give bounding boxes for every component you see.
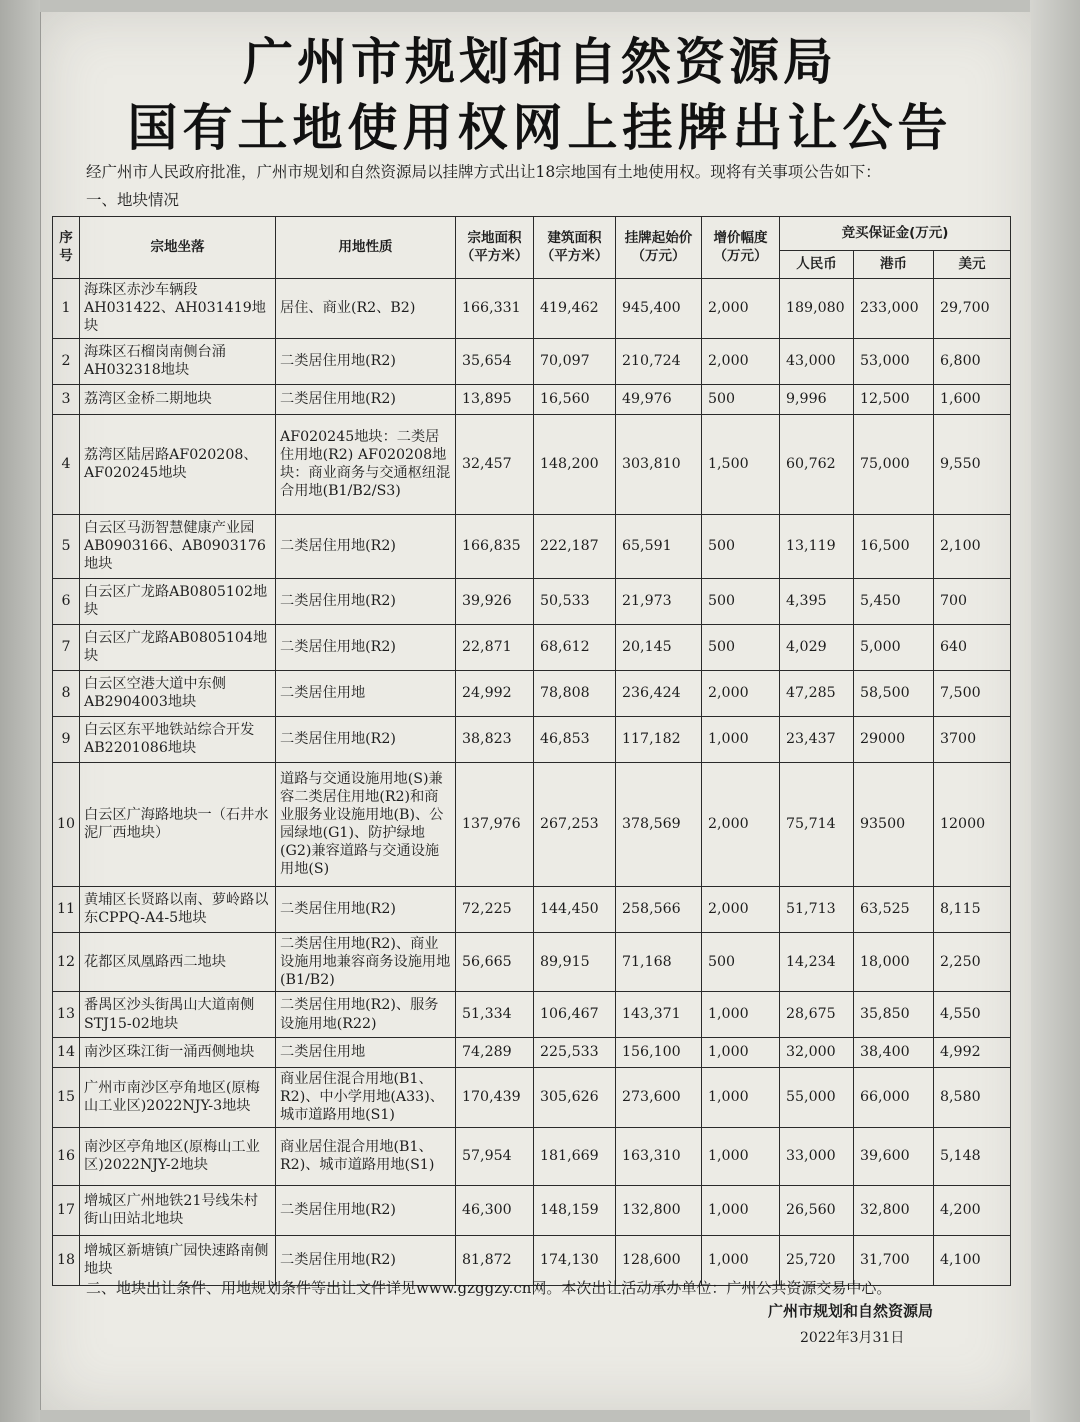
row-deposit-rmb: 4,029 [780, 624, 854, 670]
row-usage: 居住、商业(R2、B2) [276, 279, 456, 339]
row-deposit-hkd: 16,500 [854, 514, 934, 578]
row-seq: 4 [53, 414, 80, 514]
row-seq: 6 [53, 578, 80, 624]
issue-date: 2022年3月31日 [800, 1330, 905, 1346]
row-location: 海珠区石榴岗南侧台涌AH032318地块 [80, 338, 276, 384]
announcement-title-line2: 国有土地使用权网上挂牌出让公告 [127, 99, 953, 157]
row-deposit-hkd: 5,000 [854, 624, 934, 670]
row-deposit-rmb: 75,714 [780, 762, 854, 886]
row-deposit-hkd: 66,000 [854, 1068, 934, 1128]
row-usage: 二类居住用地 [276, 670, 456, 716]
row-deposit-usd: 9,550 [934, 414, 1011, 514]
row-deposit-usd: 4,100 [934, 1235, 1011, 1285]
row-location: 黄埔区长贤路以南、萝岭路以东CPPQ-A4-5地块 [80, 886, 276, 932]
row-usage: 二类居住用地(R2)、服务设施用地(R22) [276, 992, 456, 1038]
row-deposit-hkd: 29000 [854, 716, 934, 762]
row-start-price: 258,566 [616, 886, 702, 932]
row-location: 南沙区珠江街一涌西侧地块 [80, 1038, 276, 1068]
row-deposit-hkd: 12,500 [854, 384, 934, 414]
row-location: 荔湾区陆居路AF020208、AF020245地块 [80, 414, 276, 514]
row-seq: 5 [53, 514, 80, 578]
row-usage: 二类居住用地(R2) [276, 514, 456, 578]
row-location: 白云区马沥智慧健康产业园AB0903166、AB0903176地块 [80, 514, 276, 578]
row-seq: 1 [53, 279, 80, 339]
row-location: 白云区广海路地块一（石井水泥厂西地块） [80, 762, 276, 886]
row-deposit-usd: 8,580 [934, 1068, 1011, 1128]
row-deposit-rmb: 9,996 [780, 384, 854, 414]
row-location: 荔湾区金桥二期地块 [80, 384, 276, 414]
row-seq: 17 [53, 1185, 80, 1235]
row-start-price: 945,400 [616, 279, 702, 339]
row-deposit-rmb: 189,080 [780, 279, 854, 339]
row-increment: 2,000 [702, 338, 780, 384]
table-row [53, 338, 1011, 384]
row-deposit-hkd: 93500 [854, 762, 934, 886]
row-deposit-hkd: 31,700 [854, 1235, 934, 1285]
row-seq: 10 [53, 762, 80, 886]
row-seq: 7 [53, 624, 80, 670]
row-usage: 二类居住用地(R2) [276, 716, 456, 762]
row-increment: 1,000 [702, 1127, 780, 1185]
row-build-area: 174,130 [534, 1235, 616, 1285]
row-location: 广州市南沙区亭角地区(原梅山工业区)2022NJY-3地块 [80, 1068, 276, 1128]
row-usage: 二类居住用地 [276, 1038, 456, 1068]
row-deposit-rmb: 26,560 [780, 1185, 854, 1235]
table-row [53, 514, 1011, 578]
row-seq: 12 [53, 932, 80, 992]
row-location: 增城区广州地铁21号线朱村街山田站北地块 [80, 1185, 276, 1235]
row-start-price: 132,800 [616, 1185, 702, 1235]
row-increment: 500 [702, 932, 780, 992]
header-hkd: 港币 [854, 251, 934, 279]
row-deposit-rmb: 14,234 [780, 932, 854, 992]
row-build-area: 68,612 [534, 624, 616, 670]
row-deposit-usd: 3700 [934, 716, 1011, 762]
row-seq: 11 [53, 886, 80, 932]
row-land-area: 166,835 [456, 514, 534, 578]
row-land-area: 74,289 [456, 1038, 534, 1068]
row-build-area: 419,462 [534, 279, 616, 339]
row-deposit-usd: 4,550 [934, 992, 1011, 1038]
section-heading-plots: 一、地块情况 [86, 191, 180, 209]
row-land-area: 51,334 [456, 992, 534, 1038]
row-start-price: 117,182 [616, 716, 702, 762]
row-start-price: 49,976 [616, 384, 702, 414]
row-increment: 1,000 [702, 992, 780, 1038]
row-seq: 14 [53, 1038, 80, 1068]
row-start-price: 21,973 [616, 578, 702, 624]
row-start-price: 143,371 [616, 992, 702, 1038]
row-location: 白云区东平地铁站综合开发AB2201086地块 [80, 716, 276, 762]
row-start-price: 65,591 [616, 514, 702, 578]
row-start-price: 20,145 [616, 624, 702, 670]
row-usage: 商业居住混合用地(B1、R2)、中小学用地(A33)、城市道路用地(S1) [276, 1068, 456, 1128]
row-location: 白云区广龙路AB0805102地块 [80, 578, 276, 624]
table-row [53, 992, 1011, 1038]
row-start-price: 156,100 [616, 1038, 702, 1068]
table-row [53, 384, 1011, 414]
row-build-area: 222,187 [534, 514, 616, 578]
row-land-area: 56,665 [456, 932, 534, 992]
table-row [53, 716, 1011, 762]
row-deposit-rmb: 51,713 [780, 886, 854, 932]
row-increment: 1,000 [702, 1038, 780, 1068]
row-land-area: 13,895 [456, 384, 534, 414]
row-usage: 二类居住用地(R2) [276, 384, 456, 414]
row-deposit-hkd: 233,000 [854, 279, 934, 339]
row-seq: 13 [53, 992, 80, 1038]
row-deposit-usd: 2,100 [934, 514, 1011, 578]
row-deposit-hkd: 58,500 [854, 670, 934, 716]
row-deposit-usd: 7,500 [934, 670, 1011, 716]
row-deposit-hkd: 63,525 [854, 886, 934, 932]
row-deposit-rmb: 28,675 [780, 992, 854, 1038]
intro-paragraph: 经广州市人民政府批准，广州市规划和自然资源局以挂牌方式出让18宗地国有土地使用权。现将有关事项公告如下： [86, 163, 881, 181]
table-row [53, 1127, 1011, 1185]
row-build-area: 78,808 [534, 670, 616, 716]
row-build-area: 267,253 [534, 762, 616, 886]
row-land-area: 24,992 [456, 670, 534, 716]
row-deposit-usd: 8,115 [934, 886, 1011, 932]
row-build-area: 16,560 [534, 384, 616, 414]
row-deposit-hkd: 75,000 [854, 414, 934, 514]
row-build-area: 225,533 [534, 1038, 616, 1068]
table-row [53, 1185, 1011, 1235]
header-usd: 美元 [934, 251, 1011, 279]
land-plots-table [52, 216, 1011, 1286]
row-start-price: 128,600 [616, 1235, 702, 1285]
row-land-area: 170,439 [456, 1068, 534, 1128]
table-row [53, 762, 1011, 886]
row-increment: 500 [702, 514, 780, 578]
row-build-area: 148,159 [534, 1185, 616, 1235]
row-usage: AF020245地块：二类居住用地(R2) AF020208地块：商业商务与交通枢纽混合用地(B1/B2/S3) [276, 414, 456, 514]
row-location: 南沙区亭角地区(原梅山工业区)2022NJY-2地块 [80, 1127, 276, 1185]
row-seq: 8 [53, 670, 80, 716]
row-start-price: 163,310 [616, 1127, 702, 1185]
header-start-price: 挂牌起始价（万元） [616, 217, 702, 279]
row-increment: 500 [702, 578, 780, 624]
header-land-area: 宗地面积（平方米） [456, 217, 534, 279]
row-build-area: 305,626 [534, 1068, 616, 1128]
row-deposit-rmb: 60,762 [780, 414, 854, 514]
header-rmb: 人民币 [780, 251, 854, 279]
row-usage: 二类居住用地(R2) [276, 1235, 456, 1285]
table-row [53, 886, 1011, 932]
row-increment: 1,000 [702, 1185, 780, 1235]
row-location: 白云区广龙路AB0805104地块 [80, 624, 276, 670]
row-land-area: 166,331 [456, 279, 534, 339]
row-land-area: 81,872 [456, 1235, 534, 1285]
row-deposit-usd: 640 [934, 624, 1011, 670]
row-deposit-usd: 1,600 [934, 384, 1011, 414]
row-seq: 2 [53, 338, 80, 384]
row-deposit-rmb: 55,000 [780, 1068, 854, 1128]
row-land-area: 39,926 [456, 578, 534, 624]
row-deposit-hkd: 53,000 [854, 338, 934, 384]
row-start-price: 303,810 [616, 414, 702, 514]
table-row [53, 1038, 1011, 1068]
row-build-area: 106,467 [534, 992, 616, 1038]
row-increment: 2,000 [702, 886, 780, 932]
row-start-price: 273,600 [616, 1068, 702, 1128]
row-seq: 9 [53, 716, 80, 762]
row-increment: 1,500 [702, 414, 780, 514]
page-edge-right [1030, 0, 1080, 1422]
row-location: 增城区新塘镇广园快速路南侧地块 [80, 1235, 276, 1285]
row-increment: 500 [702, 384, 780, 414]
row-deposit-hkd: 5,450 [854, 578, 934, 624]
row-deposit-usd: 4,992 [934, 1038, 1011, 1068]
row-deposit-rmb: 13,119 [780, 514, 854, 578]
row-seq: 3 [53, 384, 80, 414]
row-increment: 2,000 [702, 762, 780, 886]
table-row [53, 670, 1011, 716]
row-seq: 18 [53, 1235, 80, 1285]
row-usage: 二类居住用地(R2) [276, 624, 456, 670]
row-deposit-hkd: 18,000 [854, 932, 934, 992]
row-land-area: 46,300 [456, 1185, 534, 1235]
row-usage: 二类居住用地(R2) [276, 1185, 456, 1235]
header-build-area: 建筑面积（平方米） [534, 217, 616, 279]
issuer-signature: 广州市规划和自然资源局 [768, 1302, 934, 1320]
row-deposit-rmb: 43,000 [780, 338, 854, 384]
row-increment: 1,000 [702, 1068, 780, 1128]
table-row [53, 624, 1011, 670]
row-build-area: 89,915 [534, 932, 616, 992]
row-location: 海珠区赤沙车辆段AH031422、AH031419地块 [80, 279, 276, 339]
section-two-note: 二、地块出让条件、用地规划条件等出让文件详见www.gzggzy.cn网。本次出让活动承办单位：广州公共资源交易中心。 [86, 1279, 892, 1297]
row-usage: 二类居住用地(R2) [276, 578, 456, 624]
row-build-area: 46,853 [534, 716, 616, 762]
row-usage: 二类居住用地(R2) [276, 338, 456, 384]
row-usage: 二类居住用地(R2) [276, 886, 456, 932]
page-edge-left [0, 0, 40, 1422]
row-location: 花都区凤凰路西二地块 [80, 932, 276, 992]
row-increment: 2,000 [702, 279, 780, 339]
row-start-price: 236,424 [616, 670, 702, 716]
row-seq: 16 [53, 1127, 80, 1185]
row-usage: 商业居住混合用地(B1、R2)、城市道路用地(S1) [276, 1127, 456, 1185]
row-seq: 15 [53, 1068, 80, 1128]
row-deposit-usd: 4,200 [934, 1185, 1011, 1235]
row-land-area: 38,823 [456, 716, 534, 762]
header-deposit: 竞买保证金(万元) [780, 217, 1011, 251]
row-deposit-usd: 6,800 [934, 338, 1011, 384]
row-increment: 2,000 [702, 670, 780, 716]
row-start-price: 378,569 [616, 762, 702, 886]
row-increment: 500 [702, 624, 780, 670]
row-deposit-rmb: 4,395 [780, 578, 854, 624]
row-build-area: 181,669 [534, 1127, 616, 1185]
row-deposit-usd: 12000 [934, 762, 1011, 886]
row-location: 白云区空港大道中东侧AB2904003地块 [80, 670, 276, 716]
row-land-area: 22,871 [456, 624, 534, 670]
row-build-area: 144,450 [534, 886, 616, 932]
row-deposit-rmb: 23,437 [780, 716, 854, 762]
row-land-area: 137,976 [456, 762, 534, 886]
row-start-price: 71,168 [616, 932, 702, 992]
row-deposit-rmb: 32,000 [780, 1038, 854, 1068]
row-increment: 1,000 [702, 1235, 780, 1285]
row-deposit-hkd: 32,800 [854, 1185, 934, 1235]
row-deposit-rmb: 33,000 [780, 1127, 854, 1185]
row-deposit-hkd: 39,600 [854, 1127, 934, 1185]
row-usage: 道路与交通设施用地(S)兼容二类居住用地(R2)和商业服务业设施用地(B)、公园绿地(G1)、防护绿地(G2)兼容道路与交通设施用地(S) [276, 762, 456, 886]
row-deposit-hkd: 38,400 [854, 1038, 934, 1068]
row-build-area: 70,097 [534, 338, 616, 384]
table-row [53, 932, 1011, 992]
table-row [53, 279, 1011, 339]
row-build-area: 148,200 [534, 414, 616, 514]
header-seq: 序号 [53, 217, 80, 279]
row-deposit-usd: 2,250 [934, 932, 1011, 992]
row-deposit-usd: 700 [934, 578, 1011, 624]
announcement-title-line1: 广州市规划和自然资源局 [243, 33, 837, 91]
header-increment: 增价幅度（万元） [702, 217, 780, 279]
row-deposit-usd: 29,700 [934, 279, 1011, 339]
row-usage: 二类居住用地(R2)、商业设施用地兼容商务设施用地(B1/B2) [276, 932, 456, 992]
row-deposit-hkd: 35,850 [854, 992, 934, 1038]
row-land-area: 35,654 [456, 338, 534, 384]
row-land-area: 57,954 [456, 1127, 534, 1185]
row-start-price: 210,724 [616, 338, 702, 384]
table-row [53, 578, 1011, 624]
row-land-area: 32,457 [456, 414, 534, 514]
header-location: 宗地坐落 [80, 217, 276, 279]
row-increment: 1,000 [702, 716, 780, 762]
table-row [53, 1068, 1011, 1128]
row-build-area: 50,533 [534, 578, 616, 624]
row-deposit-rmb: 47,285 [780, 670, 854, 716]
row-deposit-usd: 5,148 [934, 1127, 1011, 1185]
row-land-area: 72,225 [456, 886, 534, 932]
row-deposit-rmb: 25,720 [780, 1235, 854, 1285]
row-location: 番禺区沙头街禺山大道南侧STJ15-02地块 [80, 992, 276, 1038]
header-usage: 用地性质 [276, 217, 456, 279]
table-row [53, 414, 1011, 514]
